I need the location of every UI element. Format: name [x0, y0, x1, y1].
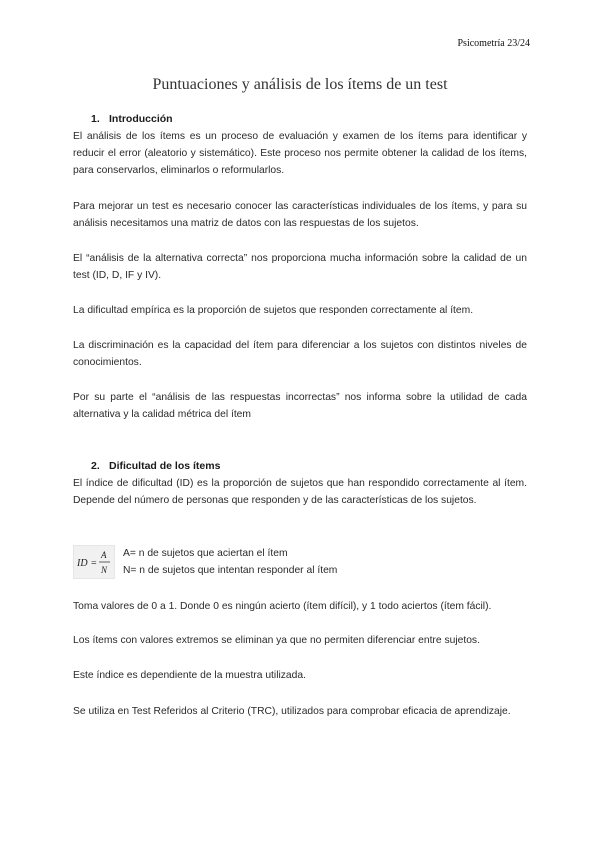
formula-lhs: ID	[77, 558, 88, 569]
section-1-paragraph-4	[73, 302, 527, 319]
section-2-paragraph-2	[73, 598, 527, 615]
formula-numerator: A	[101, 550, 107, 560]
paragraph-text: Este índice es dependiente de la muestra utilizada.	[73, 670, 306, 681]
difficulty-index-formula	[73, 545, 115, 579]
paragraph-text: El análisis de los ítems es un proceso de evaluación y examen de los ítems para identificar y reducir el error (aleatorio y sistemático). Este proceso nos permite obtener la calidad de los ítems, para conservarlos, eliminarlos o reformularlos.	[73, 131, 527, 176]
paragraph-text: Para mejorar un test es necesario conocer las características individuales de los ítems, y para su análisis necesitamos una matriz de datos con las respuestas de los sujetos.	[73, 201, 527, 229]
section-1-paragraph-1	[73, 128, 527, 179]
paragraph-text: Por su parte el “análisis de las respuestas incorrectas” nos informa sobre la utilidad de cada alternativa y la calidad métrica del ítem	[73, 392, 527, 420]
section-2-paragraph-5	[73, 703, 527, 720]
paragraph-text: El índice de dificultad (ID) es la proporción de sujetos que han respondido correctamente al ítem. Depende del número de personas que responden y de las características de los sujetos.	[73, 478, 527, 506]
document-title: Puntuaciones y análisis de los ítems de un test	[152, 76, 448, 93]
section-2-paragraph-3	[73, 632, 527, 649]
section-2-paragraph-4	[73, 667, 527, 684]
paragraph-text: Toma valores de 0 a 1. Donde 0 es ningún acierto (ítem difícil), y 1 todo aciertos (ítem fácil).	[73, 601, 492, 612]
section-2-title: Dificultad de los ítems	[109, 460, 221, 472]
section-1-paragraph-2	[73, 198, 527, 232]
formula-definitions	[123, 545, 337, 579]
formula-denominator: N	[101, 565, 108, 575]
section-1-paragraph-5	[73, 337, 527, 371]
definition-a: A= n de sujetos que aciertan el ítem	[123, 548, 288, 559]
section-1-heading	[91, 111, 545, 128]
paragraph-text: Los ítems con valores extremos se eliminan ya que no permiten diferenciar entre sujetos.	[73, 635, 480, 646]
paragraph-text: La discriminación es la capacidad del ítem para diferenciar a los sujetos con distintos niveles de conocimientos.	[73, 340, 527, 368]
section-2-paragraph-1	[73, 475, 527, 509]
section-2-number: 2.	[91, 460, 100, 472]
formula-equals: =	[91, 558, 97, 569]
section-1-paragraph-6	[73, 389, 527, 423]
section-2-heading	[91, 458, 545, 475]
section-1-paragraph-3	[73, 250, 527, 284]
section-1-title: Introducción	[109, 113, 173, 125]
definition-n: N= n de sujetos que intentan responder al ítem	[123, 565, 338, 576]
paragraph-text: El “análisis de la alternativa correcta” nos proporciona mucha información sobre la calidad de un test (ID, D, IF y IV).	[73, 253, 527, 281]
section-1-number: 1.	[91, 113, 100, 125]
paragraph-text: La dificultad empírica es la proporción de sujetos que responden correctamente al ítem.	[73, 305, 474, 316]
paragraph-text: Se utiliza en Test Referidos al Criterio (TRC), utilizados para comprobar eficacia de aprendizaje.	[73, 706, 511, 717]
course-header: Psicometría 23/24	[457, 38, 530, 49]
